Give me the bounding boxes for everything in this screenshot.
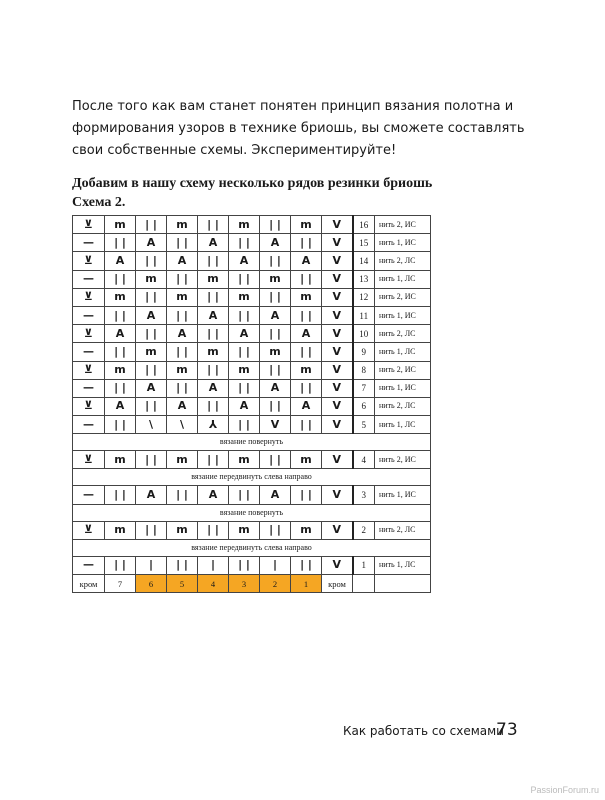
stitch-symbol: ⊻ [73, 325, 105, 343]
row-label: нить 1, ЛС [375, 270, 431, 288]
stitch-symbol: A [229, 397, 260, 415]
stitch-symbol: ⊻ [73, 216, 105, 234]
stitch-symbol: | | [260, 397, 291, 415]
row-number: 8 [353, 361, 375, 379]
stitch-symbol: | | [167, 270, 198, 288]
row-number: 10 [353, 325, 375, 343]
chart-note-row [73, 434, 431, 451]
stitch-symbol: V [322, 252, 353, 270]
row-label: нить 2, ЛС [375, 397, 431, 415]
stitch-symbol: ⊻ [73, 451, 105, 469]
chart-row [73, 252, 431, 270]
stitch-symbol: A [291, 252, 322, 270]
stitch-symbol: m [167, 521, 198, 539]
stitch-symbol: | | [136, 288, 167, 306]
row-label: нить 2, ЛС [375, 252, 431, 270]
stitch-symbol: A [105, 325, 136, 343]
stitch-symbol: ⊻ [73, 521, 105, 539]
stitch-symbol: A [167, 325, 198, 343]
stitch-symbol: — [73, 379, 105, 397]
stitch-symbol: | | [229, 343, 260, 361]
scheme-label: Схема 2. [72, 195, 126, 210]
stitch-symbol: V [322, 343, 353, 361]
stitch-symbol: | | [291, 343, 322, 361]
knitting-chart [72, 215, 430, 593]
row-number: 16 [353, 216, 375, 234]
row-label: нить 2, ЛС [375, 325, 431, 343]
stitch-symbol: | | [198, 451, 229, 469]
stitch-symbol: | | [198, 288, 229, 306]
stitch-symbol: | | [260, 325, 291, 343]
stitch-symbol: | | [105, 343, 136, 361]
chart-note: вязание повернуть [73, 434, 431, 451]
stitch-symbol: | | [198, 252, 229, 270]
row-number: 14 [353, 252, 375, 270]
stitch-symbol: m [229, 361, 260, 379]
row-number: 3 [353, 486, 375, 504]
stitch-number: кром [322, 575, 353, 593]
stitch-symbol: | | [198, 521, 229, 539]
stitch-symbol: V [322, 306, 353, 324]
stitch-symbol: V [322, 234, 353, 252]
stitch-number: 1 [291, 575, 322, 593]
stitch-symbol: V [322, 361, 353, 379]
stitch-symbol: | | [136, 361, 167, 379]
stitch-symbol: A [260, 234, 291, 252]
stitch-symbol: m [291, 216, 322, 234]
stitch-symbol: — [73, 306, 105, 324]
stitch-symbol: | | [198, 361, 229, 379]
row-number: 4 [353, 451, 375, 469]
stitch-symbol: V [322, 451, 353, 469]
stitch-symbol: V [322, 216, 353, 234]
chart-note: вязание передвинуть слева направо [73, 539, 431, 556]
stitch-symbol: A [167, 397, 198, 415]
stitch-symbol: ⊻ [73, 288, 105, 306]
stitch-symbol: m [260, 270, 291, 288]
stitch-symbol: | | [136, 216, 167, 234]
stitch-symbol: m [167, 361, 198, 379]
stitch-number: 2 [260, 575, 291, 593]
stitch-symbol: | | [105, 556, 136, 574]
stitch-symbol: \ [136, 416, 167, 434]
chart-row [73, 325, 431, 343]
stitch-symbol: | | [291, 270, 322, 288]
stitch-symbol: m [229, 288, 260, 306]
stitch-symbol: | | [291, 486, 322, 504]
stitch-symbol: | | [105, 270, 136, 288]
row-label: нить 2, ИС [375, 361, 431, 379]
stitch-symbol: | | [260, 361, 291, 379]
row-number: 11 [353, 306, 375, 324]
stitch-symbol: | | [260, 451, 291, 469]
stitch-symbol: | [260, 556, 291, 574]
stitch-symbol: | | [229, 416, 260, 434]
stitch-symbol: m [198, 343, 229, 361]
stitch-symbol: | | [229, 270, 260, 288]
stitch-symbol: A [136, 234, 167, 252]
stitch-symbol: A [260, 306, 291, 324]
stitch-symbol: V [322, 288, 353, 306]
stitch-symbol: — [73, 416, 105, 434]
chart-row [73, 521, 431, 539]
stitch-symbol: | | [198, 397, 229, 415]
stitch-symbol: m [291, 288, 322, 306]
stitch-number: 6 [136, 575, 167, 593]
chart-note-row [73, 469, 431, 486]
stitch-symbol: | | [105, 379, 136, 397]
stitch-symbol: | | [291, 234, 322, 252]
stitch-symbol: V [322, 379, 353, 397]
stitch-symbol: A [260, 379, 291, 397]
stitch-symbol: \ [167, 416, 198, 434]
stitch-symbol: V [322, 556, 353, 574]
stitch-symbol: V [322, 397, 353, 415]
stitch-symbol: ⊻ [73, 252, 105, 270]
stitch-symbol: m [136, 343, 167, 361]
stitch-symbol: A [105, 397, 136, 415]
stitch-number: 4 [198, 575, 229, 593]
chart-row [73, 379, 431, 397]
stitch-symbol: | | [105, 486, 136, 504]
stitch-symbol: A [136, 379, 167, 397]
row-label: нить 1, ИС [375, 379, 431, 397]
stitch-symbol: A [229, 252, 260, 270]
stitch-symbol: m [167, 216, 198, 234]
chart-note-row [73, 504, 431, 521]
stitch-symbol: | | [167, 379, 198, 397]
stitch-symbol: m [229, 451, 260, 469]
chart-row [73, 343, 431, 361]
chart-row [73, 451, 431, 469]
row-number: 1 [353, 556, 375, 574]
stitch-symbol: m [167, 451, 198, 469]
stitch-symbol: A [136, 486, 167, 504]
stitch-symbol: | | [105, 234, 136, 252]
stitch-symbol: | | [167, 486, 198, 504]
row-number: 5 [353, 416, 375, 434]
stitch-symbol: A [229, 325, 260, 343]
stitch-symbol: m [136, 270, 167, 288]
chart-row [73, 216, 431, 234]
chart-row [73, 270, 431, 288]
row-number: 2 [353, 521, 375, 539]
stitch-symbol: m [167, 288, 198, 306]
stitch-symbol: | | [291, 306, 322, 324]
stitch-symbol: V [322, 270, 353, 288]
stitch-symbol: — [73, 343, 105, 361]
stitch-symbol: A [198, 234, 229, 252]
stitch-symbol: | | [136, 521, 167, 539]
stitch-symbol: | | [260, 288, 291, 306]
stitch-symbol: m [291, 361, 322, 379]
stitch-symbol: — [73, 556, 105, 574]
stitch-symbol: ⅄ [198, 416, 229, 434]
chart-row [73, 397, 431, 415]
page-number: 73 [496, 720, 518, 740]
stitch-symbol: | | [229, 306, 260, 324]
stitch-number [375, 575, 431, 593]
section-heading: Добавим в нашу схему несколько рядов резинки бриошь [72, 176, 433, 191]
stitch-symbol: m [260, 343, 291, 361]
stitch-symbol: m [229, 216, 260, 234]
stitch-symbol: | | [167, 306, 198, 324]
stitch-symbol: m [105, 288, 136, 306]
stitch-symbol: — [73, 270, 105, 288]
chart-row [73, 234, 431, 252]
stitch-symbol: m [105, 216, 136, 234]
stitch-symbol: | | [136, 252, 167, 270]
stitch-symbol: | | [198, 325, 229, 343]
row-label: нить 1, ИС [375, 486, 431, 504]
stitch-symbol: V [322, 521, 353, 539]
stitch-number-row [73, 575, 431, 593]
chart-note: вязание передвинуть слева направо [73, 469, 431, 486]
row-number: 7 [353, 379, 375, 397]
stitch-symbol: | | [136, 325, 167, 343]
row-label: нить 1, ЛС [375, 416, 431, 434]
stitch-symbol: | | [198, 216, 229, 234]
stitch-symbol: | | [260, 252, 291, 270]
stitch-number: кром [73, 575, 105, 593]
stitch-symbol: — [73, 234, 105, 252]
stitch-number [353, 575, 375, 593]
stitch-symbol: A [291, 397, 322, 415]
row-number: 6 [353, 397, 375, 415]
stitch-symbol: A [260, 486, 291, 504]
stitch-symbol: — [73, 486, 105, 504]
watermark: PassionForum.ru [530, 785, 599, 795]
stitch-number: 7 [105, 575, 136, 593]
stitch-symbol: A [291, 325, 322, 343]
row-label: нить 2, ИС [375, 216, 431, 234]
stitch-symbol: | | [229, 234, 260, 252]
stitch-symbol: | | [167, 343, 198, 361]
stitch-symbol: V [322, 325, 353, 343]
stitch-symbol: A [167, 252, 198, 270]
chart-note: вязание повернуть [73, 504, 431, 521]
row-label: нить 2, ЛС [375, 521, 431, 539]
stitch-symbol: | | [229, 379, 260, 397]
row-label: нить 1, ИС [375, 306, 431, 324]
stitch-symbol: m [105, 361, 136, 379]
stitch-symbol: | | [260, 521, 291, 539]
chart-table [72, 215, 431, 593]
stitch-symbol: ⊻ [73, 361, 105, 379]
chart-note-row [73, 539, 431, 556]
stitch-symbol: m [291, 521, 322, 539]
stitch-symbol: A [198, 379, 229, 397]
chart-row [73, 416, 431, 434]
stitch-symbol: | | [136, 451, 167, 469]
stitch-symbol: | | [167, 556, 198, 574]
chart-row [73, 556, 431, 574]
stitch-symbol: A [198, 306, 229, 324]
row-number: 15 [353, 234, 375, 252]
stitch-symbol: V [322, 416, 353, 434]
stitch-symbol: | | [136, 397, 167, 415]
row-label: нить 1, ЛС [375, 343, 431, 361]
stitch-symbol: | | [260, 216, 291, 234]
stitch-number: 5 [167, 575, 198, 593]
stitch-symbol: A [136, 306, 167, 324]
stitch-symbol: m [198, 270, 229, 288]
stitch-symbol: m [105, 451, 136, 469]
stitch-symbol: | [136, 556, 167, 574]
row-label: нить 1, ИС [375, 234, 431, 252]
row-label: нить 2, ИС [375, 451, 431, 469]
stitch-symbol: | | [291, 556, 322, 574]
chart-row [73, 486, 431, 504]
stitch-symbol: A [198, 486, 229, 504]
stitch-symbol: | | [105, 306, 136, 324]
row-number: 9 [353, 343, 375, 361]
row-label: нить 1, ЛС [375, 556, 431, 574]
row-label: нить 2, ИС [375, 288, 431, 306]
chart-body [73, 216, 431, 593]
footer-section-title: Как работать со схемами [343, 724, 504, 738]
stitch-symbol: | | [291, 379, 322, 397]
chart-row [73, 361, 431, 379]
stitch-number: 3 [229, 575, 260, 593]
stitch-symbol: m [291, 451, 322, 469]
row-number: 13 [353, 270, 375, 288]
chart-row [73, 288, 431, 306]
stitch-symbol: | | [291, 416, 322, 434]
stitch-symbol: m [105, 521, 136, 539]
stitch-symbol: A [105, 252, 136, 270]
stitch-symbol: m [229, 521, 260, 539]
chart-row [73, 306, 431, 324]
stitch-symbol: | | [229, 556, 260, 574]
stitch-symbol: ⊻ [73, 397, 105, 415]
stitch-symbol: V [260, 416, 291, 434]
stitch-symbol: | [198, 556, 229, 574]
stitch-symbol: | | [167, 234, 198, 252]
stitch-symbol: V [322, 486, 353, 504]
stitch-symbol: | | [105, 416, 136, 434]
stitch-symbol: | | [229, 486, 260, 504]
intro-paragraph: После того как вам станет понятен принцип вязания полотна и формирования узоров в технике бриошь, вы сможете составлять свои собственные схемы. Экспериментируйте! [72, 99, 525, 158]
row-number: 12 [353, 288, 375, 306]
